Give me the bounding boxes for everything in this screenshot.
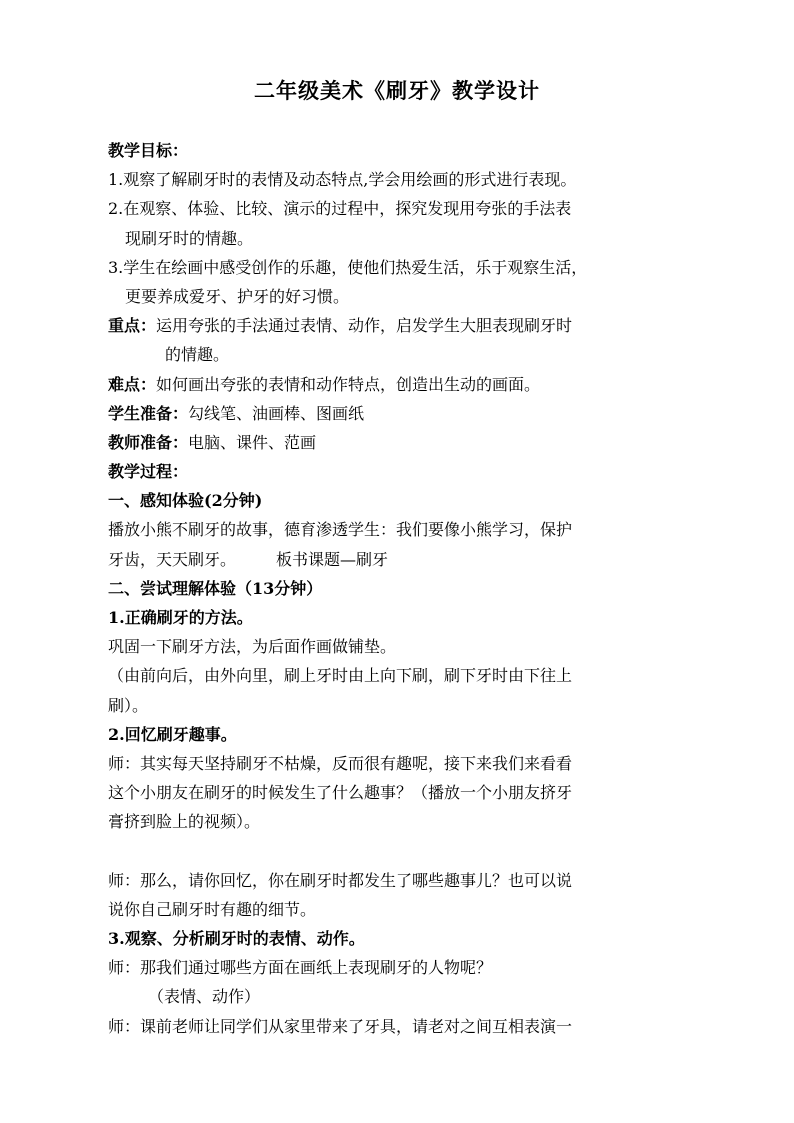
subsection-2-text-line-2: 这个小朋友在刷牙的时候发生了什么趣事？（播放一个小朋友挤牙: [108, 783, 573, 803]
difficulty-line: [108, 370, 696, 399]
subsection-2-text-line-1: 师：其实每天坚持刷牙不枯燥，反而很有趣呢，接下来我们来看看: [108, 753, 573, 773]
subsection-2-heading: 2.回忆刷牙趣事。: [108, 724, 237, 744]
subsection-1-text-line-3: 刷）。: [108, 695, 149, 715]
section-1-text-part-a: 牙齿，天天刷牙。: [108, 549, 237, 569]
subsection-2-text-line-3: 膏挤到脸上的视频）。: [108, 812, 261, 832]
teacher-prep-label: 教师准备：: [108, 432, 189, 452]
section-2-heading: 二、尝试理解体验（13分钟）: [108, 578, 323, 598]
key-point-text: 运用夸张的手法通过表情、动作，启发学生大胆表现刷牙时: [156, 316, 573, 336]
blank-line: [108, 837, 696, 866]
student-prep-label: 学生准备：: [108, 403, 189, 423]
subsection-3-heading: 3.观察、分析刷牙时的表情、动作。: [108, 929, 365, 949]
teacher-prep-line: [108, 428, 696, 457]
subsection-2-text-line-5: 说你自己刷牙时有趣的细节。: [108, 899, 317, 919]
subsection-3-text-line-2: （表情、动作）: [148, 987, 261, 1007]
goal-item-3-line-1: 3.学生在绘画中感受创作的乐趣，使他们热爱生活，乐于观察生活，: [108, 257, 588, 277]
subsection-3-text-line-3: 师：课前老师让同学们从家里带来了牙具，请老对之间互相表演一: [108, 1016, 573, 1036]
process-heading: 教学过程：: [108, 462, 189, 482]
goal-item-3-line-2: 更要养成爱牙、护牙的好习惯。: [125, 286, 350, 306]
goals-heading: 教学目标：: [108, 141, 189, 160]
difficulty-text: 如何画出夸张的表情和动作特点，创造出生动的画面。: [156, 374, 541, 394]
key-point-line-1: [108, 311, 696, 340]
key-point-label: 重点：: [108, 316, 157, 336]
goal-item-2-line-2: 现刷牙时的情趣。: [125, 228, 254, 248]
subsection-1-heading: 1.正确刷牙的方法。: [108, 608, 253, 627]
subsection-2-text-line-4: 师：那么，请你回忆，你在刷牙时都发生了哪些趣事儿？也可以说: [108, 870, 573, 890]
subsection-1-text-line-2: （由前向后，由外向里，刷上牙时由上向下刷，刷下牙时由下往上: [108, 666, 573, 686]
section-1-heading: 一、感知体验(2分钟): [108, 491, 263, 511]
document-body: [108, 136, 696, 1041]
section-1-text-line-1: 播放小熊不刷牙的故事，德育渗透学生：我们要像小熊学习，保护: [108, 520, 573, 540]
student-prep-text: 勾线笔、油画棒、图画纸: [188, 403, 365, 423]
subsection-1-text-line-1: 巩固一下刷牙方法，为后面作画做铺垫。: [108, 637, 397, 657]
section-1-text-line-2: [108, 545, 696, 574]
blackboard-title: 板书课题—刷牙: [276, 549, 389, 569]
goal-item-2-line-1: 2.在观察、体验、比较、演示的过程中，探究发现用夸张的手法表: [108, 199, 572, 219]
student-prep-line: [108, 399, 696, 428]
goal-item-1: 1.观察了解刷牙时的表情及动态特点,学会用绘画的形式进行表现。: [108, 170, 577, 190]
subsection-3-text-line-1: 师：那我们通过哪些方面在画纸上表现刷牙的人物呢？: [108, 958, 493, 978]
key-point-line-2: 的情趣。: [165, 345, 230, 365]
difficulty-label: 难点：: [108, 374, 157, 394]
document-title: 二年级美术《刷牙》教学设计: [254, 78, 540, 103]
teacher-prep-text: 电脑、课件、范画: [188, 432, 317, 452]
